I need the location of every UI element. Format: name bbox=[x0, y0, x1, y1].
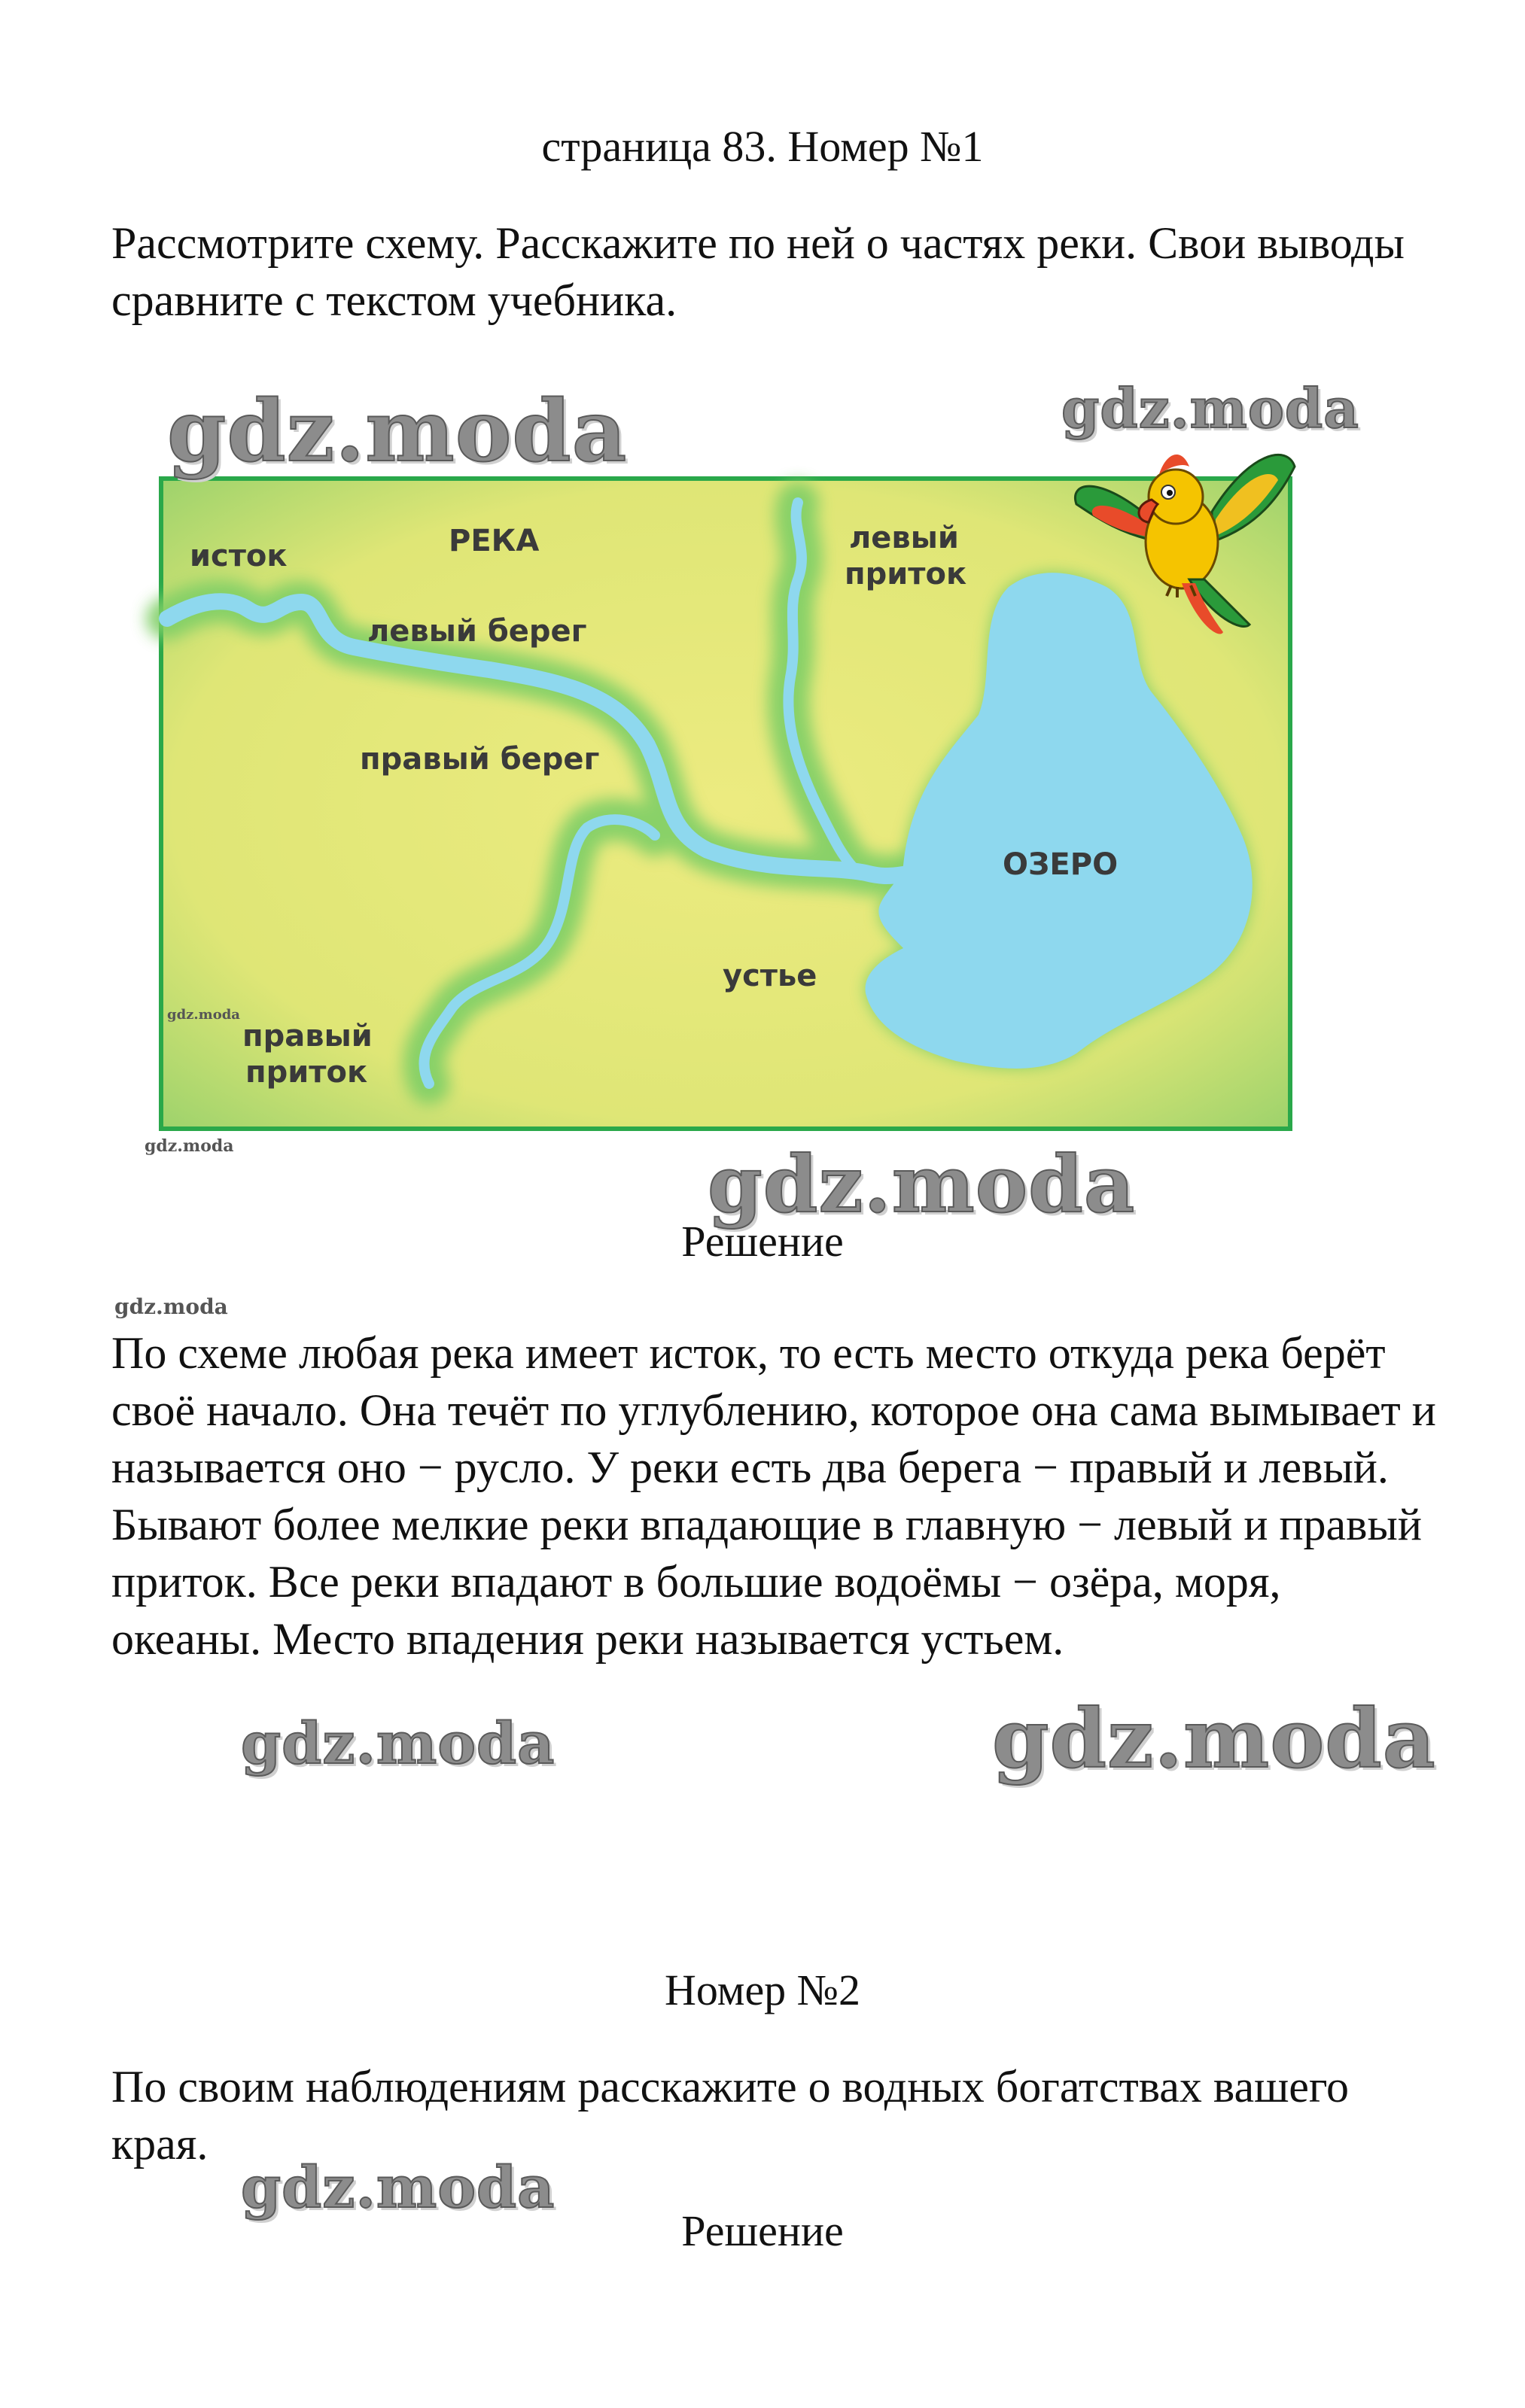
watermark: gdz.moda bbox=[708, 1138, 1136, 1230]
label-mouth: устье bbox=[723, 959, 817, 993]
label-lake: ОЗЕРО bbox=[1003, 847, 1119, 882]
label-right-tributary-1: правый bbox=[242, 1019, 373, 1054]
label-left-tributary-1: левый bbox=[849, 521, 959, 555]
watermark: gdz.moda bbox=[241, 2154, 556, 2221]
task1-answer: По схеме любая река имеет исток, то есть место откуда река берёт своё начало. Она течёт по углублению, которое она сама вымывает и называется оно − русло. У реки есть два берега − правый и левый. Бывают более мелкие реки впадающие в главную − левый и правый приток. Все реки впадают в большие водоёмы − озёра, моря, океаны. Место впадения реки называется устьем. bbox=[111, 1328, 1436, 1664]
watermark: gdz.moda bbox=[241, 1710, 556, 1777]
task2-question: По своим наблюдениям расскажите о водных богатствах вашего края. bbox=[111, 2062, 1350, 2169]
label-right-bank: правый берег bbox=[360, 742, 600, 777]
watermark: gdz.moda bbox=[167, 382, 628, 481]
task2-heading: Номер №2 bbox=[664, 1966, 861, 2014]
label-right-tributary-2: приток bbox=[245, 1055, 368, 1090]
task1-solution-label: Решение bbox=[681, 1217, 844, 1266]
label-left-tributary-2: приток bbox=[845, 557, 967, 591]
task2-solution-label: Решение bbox=[681, 2206, 844, 2255]
watermark: gdz.moda bbox=[992, 1692, 1436, 1786]
label-source: исток bbox=[190, 539, 288, 573]
watermark: gdz.moda bbox=[1061, 376, 1359, 440]
task1-question: Рассмотрите схему. Расскажите по ней о частях реки. Свои выводы сравните с текстом учебника. bbox=[111, 218, 1405, 325]
label-left-bank: левый берег bbox=[367, 614, 587, 649]
task1-heading: страница 83. Номер №1 bbox=[541, 122, 984, 171]
watermark-small: gdz.moda bbox=[167, 1007, 240, 1023]
watermark-small: gdz.moda bbox=[114, 1294, 228, 1319]
label-river: РЕКА bbox=[449, 524, 540, 558]
watermark-small: gdz.moda bbox=[145, 1136, 234, 1156]
river-diagram bbox=[0, 0, 1525, 1174]
